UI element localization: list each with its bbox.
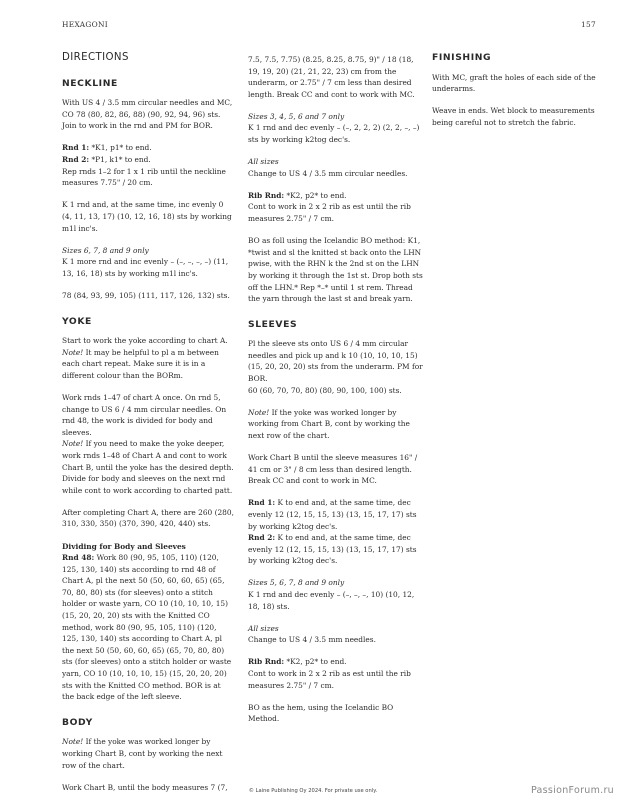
yoke-stitch-count: After completing Chart A, there are 260 (280, 310, 330, 350) (370, 390, 420, 440) sts.: [62, 507, 234, 529]
sleeves-bind-off: BO as the hem, using the Icelandic BO Method.: [248, 702, 394, 724]
yoke-dividing: Dividing for Body and Sleeves Rnd 48: Work 80 (90, 95, 105, 110) (120, 125, 130, 140) sts according to rnd 48 of Chart A, pl the next 50 (50, 60, 60, 65) (65, 70, 80, 80) sts (for sleeves) onto a stitch holder or waste yarn, CO 10 (10, 10, 10, 15) (15, 20, 20, 20) sts with the Knitted CO method, work 80 (90, 95, 105, 110) (120, 125, 130, 140) sts according to Chart A, pl the next 50 (50, 60, 60, 65) (65, 70, 80, 80) sts (for sleeves) onto a stitch holder or waste yarn, CO 10 (10, 10, 10, 15) (15, 20, 20, 20) sts with the Knitted CO method. BOR is at the back edge of the left sleeve.: [62, 541, 232, 702]
sleeves-note: Note! If the yoke was worked longer by working from Chart B, cont by working the next row of the chart.: [248, 407, 410, 440]
body-bind-off: BO as foll using the Icelandic BO method: K1, *twist and sl the knitted st back onto the LHN pwise, with the RHN k the 2nd st on the LHN by working it through the 1st st. Drop both sts off the LHN.* Rep *–* until 1 st rem. Thread the yarn through the last st and break yarn.: [248, 236, 423, 304]
sleeves-heading: SLEEVES: [248, 318, 298, 330]
neckline-cast-on: With US 4 / 3.5 mm circular needles and MC, CO 78 (80, 82, 86, 88) (90, 92, 94, 96) sts. Join to work in the rnd and PM for BOR.: [62, 98, 233, 131]
sleeves-sizes: Sizes 5, 6, 7, 8 and 9 only K 1 rnd and dec evenly – (–, –, –, 10) (10, 12, 18, 18) sts.: [248, 578, 415, 611]
header-title: HEXAGONI: [62, 20, 108, 29]
page-number: 157: [580, 20, 596, 29]
body-rib: Rib Rnd: *K2, p2* to end. Cont to work in 2 x 2 rib as est until the rib measures 2.75" / 7 cm.: [248, 190, 411, 224]
sleeves-all-sizes: All sizes Change to US 4 / 3.5 mm needles.: [248, 623, 376, 645]
neckline-heading: NECKLINE: [62, 77, 118, 89]
yoke-intro: Start to work the yoke according to chart A. Note! It may be helpful to pl a m between each chart repeat. Make sure it is in a different colour than the BORm.: [62, 336, 228, 380]
neckline-stitch-count: 78 (84, 93, 99, 105) (111, 117, 126, 132) sts.: [62, 290, 230, 300]
sleeves-chart: Work Chart B until the sleeve measures 16" / 41 cm or 3" / 8 cm less than desired length. Break CC and cont to work in MC.: [248, 453, 418, 486]
finishing-graft: With MC, graft the holes of each side of the underarms.: [432, 72, 596, 94]
sleeves-rib: Rib Rnd: *K2, p2* to end. Cont to work in 2 x 2 rib as est until the rib measures 2.75" / 7 cm.: [248, 657, 411, 690]
yoke-heading: YOKE: [62, 315, 92, 327]
watermark: PassionForum.ru: [530, 785, 614, 796]
sleeves-pickup: Pl the sleeve sts onto US 6 / 4 mm circular needles and pick up and k 10 (10, 10, 10, 15) (15, 20, 20, 20) sts from the underarm. PM for BOR. 60 (60, 70, 70, 80) (80, 90, 100, 100) sts.: [248, 339, 423, 395]
finishing-block: Weave in ends. Wet block to measurements being careful not to stretch the fabric.: [432, 106, 595, 127]
body-note: Note! If the yoke was worked longer by working Chart B, cont by working the next row of the chart.: [62, 737, 223, 770]
body-chart: Work Chart B, until the body measures 7 (7,: [62, 782, 228, 792]
directions-title: DIRECTIONS: [62, 52, 129, 63]
column-1: [62, 52, 234, 804]
column-3: [432, 52, 600, 139]
neckline-sizes: Sizes 6, 7, 8 and 9 only K 1 more rnd and inc evenly – (–, –, –, –) (11, 13, 16, 18) sts by working m1l inc's.: [62, 245, 229, 278]
sleeves-decrease: Rnd 1: K to end and, at the same time, dec evenly 12 (12, 15, 15, 13) (13, 15, 17, 17) sts by working k2tog dec's. Rnd 2: K to end and, at the same time, dec evenly 12 (12, 15, 15, 13) (13, 15, 17, 17) sts by working k2tog dec's.: [248, 498, 417, 566]
copyright-footer: © Laine Publishing Oy 2024. For private use only.: [248, 788, 378, 794]
body-all-sizes: All sizes Change to US 4 / 3.5 mm circular needles.: [248, 157, 408, 178]
column-2: [248, 54, 424, 735]
finishing-heading: FINISHING: [432, 52, 492, 63]
body-continue: 7.5, 7.5, 7.75) (8.25, 8.25, 8.75, 9)" / 18 (18, 19, 19, 20) (21, 21, 22, 23) cm from the underarm, or 2.75" / 7 cm less than desired length. Break CC and cont to work with MC.: [248, 55, 415, 99]
body-sizes: Sizes 3, 4, 5, 6 and 7 only K 1 rnd and dec evenly – (–, 2, 2, 2) (2, 2, –, –) sts by working k2tog dec's.: [248, 111, 420, 145]
body-heading: BODY: [62, 716, 93, 728]
neckline-increase: K 1 rnd and, at the same time, inc evenly 0 (4, 11, 13, 17) (10, 12, 16, 18) sts by working m1l inc's.: [62, 200, 232, 233]
page-header: [62, 20, 596, 29]
neckline-rib: Rnd 1: *K1, p1* to end. Rnd 2: *P1, k1* to end. Rep rnds 1–2 for 1 x 1 rib until the neckline measures 7.75" / 20 cm.: [62, 143, 226, 188]
yoke-chart: Work rnds 1–47 of chart A once. On rnd 5, change to US 6 / 4 mm circular needles. On rnd 48, the work is divided for body and sleeves. Note! If you need to make the yoke deeper, work rnds 1–48 of Chart A and cont to work Chart B, until the yoke has the desired depth. Divide for body and sleeves on the next rnd while cont to work according to charted patt.: [62, 392, 234, 495]
